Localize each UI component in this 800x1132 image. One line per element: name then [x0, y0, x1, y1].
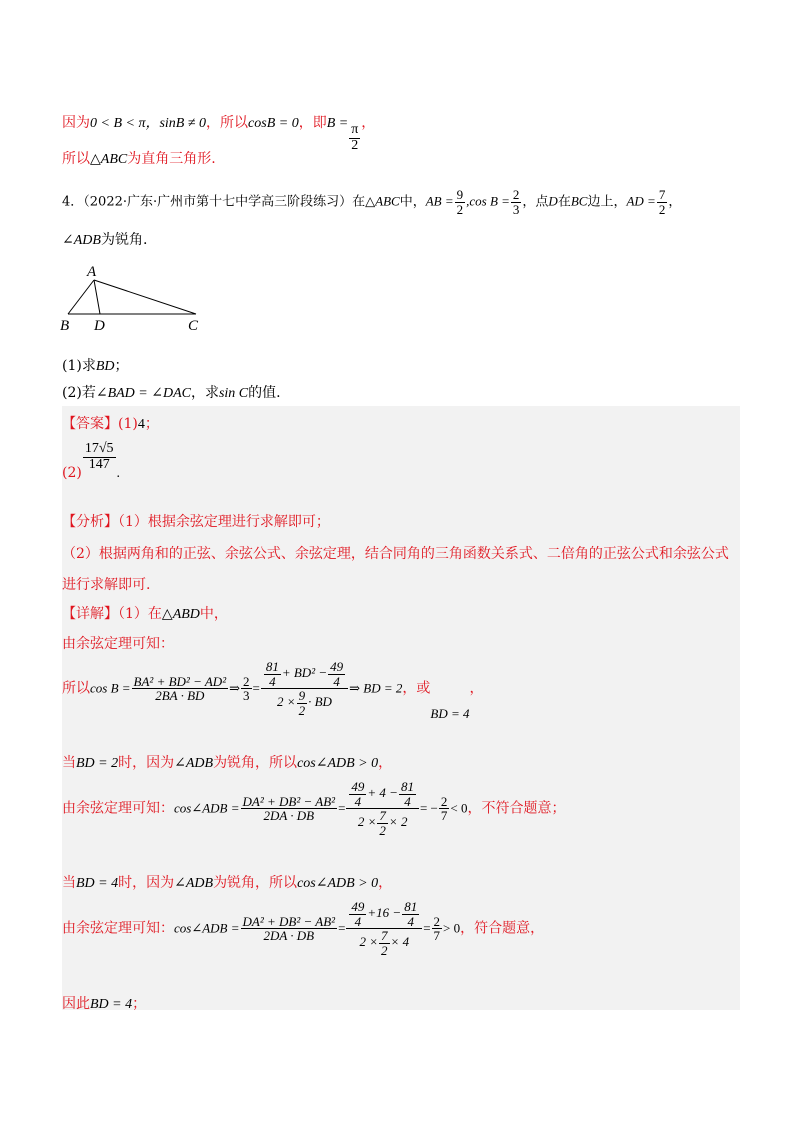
text: 在	[557, 194, 571, 210]
math: = −	[419, 800, 438, 816]
formula-3	[62, 900, 544, 958]
math: < 0	[450, 800, 468, 816]
text: ，符合题意，	[460, 920, 545, 937]
answer-tag: 【答案】	[62, 416, 118, 432]
fraction: $\frac{\text{DA² + DB² − AB²}}{2DA \cdot DB}$	[242, 913, 336, 944]
math: BD	[95, 359, 115, 374]
math: B =	[326, 116, 349, 131]
fraction: $\frac{\text{DA² + DB² − AB²}}{2DA \cdot DB}$	[242, 793, 336, 824]
math: =	[423, 920, 431, 936]
text-line-2	[62, 148, 216, 168]
text: 因此	[62, 996, 90, 1012]
text: ，	[378, 755, 393, 771]
math: AB =	[425, 193, 454, 209]
text: ，或	[402, 680, 431, 697]
text: 4．（2022·广东·广州市第十七中学高三阶段练习）在	[62, 194, 366, 210]
math: 0 < B < π，sinB ≠ 0	[90, 116, 207, 131]
math: BD = 4	[76, 876, 119, 891]
text: 为锐角，所以	[213, 755, 298, 771]
text: 当	[62, 875, 76, 891]
text: ，	[469, 680, 484, 697]
text: 因为	[62, 115, 90, 131]
text: ，	[361, 115, 376, 131]
answer-line-1	[62, 413, 159, 433]
text: 为直角三角形.	[127, 151, 216, 167]
math: =	[338, 800, 346, 816]
math: BD = 4	[90, 997, 133, 1012]
text: （1）在	[118, 606, 162, 622]
math: cos∠ADB > 0	[297, 876, 379, 891]
fraction: $\frac{7}{2}$	[658, 187, 666, 217]
math: ,cos B =	[466, 193, 510, 209]
text: 中，	[199, 606, 228, 622]
fraction: $\frac{2}{3}$	[512, 187, 520, 217]
text: 时，因为	[118, 755, 175, 771]
vertex-label-c: C	[188, 318, 199, 334]
detail-line-2	[62, 633, 174, 653]
sub-question-1	[62, 355, 129, 375]
math: BC	[570, 193, 588, 209]
text: (1)求	[62, 358, 96, 374]
analysis-tag: 【分析】	[62, 514, 118, 530]
detail-line-1	[62, 603, 228, 623]
fraction: $\frac{\text{BA² + BD² − AD²}}{2BA \cdot BD}$	[133, 673, 227, 704]
sub-question-2	[62, 382, 281, 402]
text: 为锐角.	[100, 232, 148, 248]
text: (1)	[118, 416, 138, 432]
fraction: $\frac{81}{4}$ + BD² − $\frac{49}{4}$ 2 × $\frac{9}{2}$ · BD	[261, 660, 348, 718]
question-4-line-2	[62, 229, 147, 249]
fraction: $\frac{\pi}{2}$	[351, 122, 359, 153]
text: ，求	[190, 385, 219, 401]
answer-value-1: 4	[137, 417, 145, 432]
fraction: $\frac{2}{3}$	[243, 673, 250, 704]
fraction: $\frac{17√5}{147}$	[84, 441, 114, 472]
text: (2)若	[62, 385, 96, 401]
math: =	[252, 680, 260, 696]
text: 进行求解即可.	[62, 577, 151, 593]
formula-2	[62, 780, 565, 838]
analysis-line-3	[62, 574, 150, 594]
text: ，所以	[206, 115, 249, 131]
math: ∠ADB	[174, 756, 214, 771]
final-line	[62, 993, 146, 1013]
math: ∠ADB	[62, 233, 101, 248]
math: =	[338, 920, 346, 936]
text: 中，	[399, 194, 426, 210]
text: 时，因为	[118, 875, 175, 891]
math: ⇒	[229, 680, 240, 696]
text: ，	[668, 194, 682, 210]
fraction: $\frac{49}{4}$ +16 − $\frac{81}{4}$ 2 × $\frac{7}{2}$ × 4	[346, 900, 422, 958]
case-2-line	[62, 872, 392, 892]
text: 为锐角，所以	[213, 875, 298, 891]
math: ⇒ BD = 2	[349, 680, 403, 696]
math: D	[548, 193, 558, 209]
text: （1）根据余弦定理进行求解即可；	[118, 514, 330, 530]
fraction: $\frac{49}{4}$ + 4 − $\frac{81}{4}$ 2 × $\frac{7}{2}$ × 2	[346, 780, 419, 838]
text: 边上，	[587, 194, 627, 210]
math: cos∠ADB > 0	[297, 756, 379, 771]
text: 由余弦定理可知：	[62, 800, 174, 817]
text: 当	[62, 755, 76, 771]
triangle-figure	[56, 262, 216, 338]
case-1-line	[62, 752, 392, 772]
text: .	[116, 466, 121, 482]
text: ，点	[522, 194, 549, 210]
math: BD = 2	[76, 756, 119, 771]
text: 由余弦定理可知：	[62, 636, 174, 652]
math: BD = 4	[430, 706, 470, 722]
math: > 0	[443, 920, 461, 936]
math: cos∠ADB =	[174, 920, 240, 936]
math: sin C	[218, 386, 249, 401]
math: AD =	[626, 193, 656, 209]
text: ，不符合题意；	[467, 800, 566, 817]
text: 由余弦定理可知：	[62, 920, 174, 937]
formula-1	[62, 659, 484, 722]
text: （2）根据两角和的正弦、余弦公式、余弦定理，结合同角的三角函数关系式、二倍角的正弦公式和余弦公式	[62, 546, 729, 562]
text: ，	[378, 875, 393, 891]
fraction: $\frac{2}{7}$	[440, 793, 448, 824]
math: cosB = 0	[248, 116, 299, 131]
math: △ABD	[161, 607, 200, 622]
math: △ABC	[90, 152, 128, 167]
math: △ABC	[365, 193, 400, 209]
text: 的值.	[248, 385, 281, 401]
text: ；	[144, 416, 159, 432]
analysis-line-2	[62, 543, 729, 563]
text: 所以	[62, 151, 90, 167]
text: ，即	[298, 115, 327, 131]
fraction: $\frac{9}{2}$	[456, 187, 464, 217]
answer-line-2	[62, 441, 121, 482]
vertex-label-b: B	[60, 318, 70, 334]
detail-tag: 【详解】	[62, 606, 118, 622]
math: ∠BAD = ∠DAC	[95, 386, 191, 401]
math: cos B =	[90, 680, 131, 696]
text: ；	[132, 996, 147, 1012]
fraction: $\frac{2}{7}$	[433, 913, 441, 944]
text: (2)	[62, 465, 82, 482]
text: 所以	[62, 680, 90, 697]
text: ；	[114, 358, 129, 374]
math: ∠ADB	[174, 876, 214, 891]
analysis-line-1	[62, 511, 330, 531]
math: cos∠ADB =	[174, 800, 240, 816]
question-4	[62, 188, 681, 216]
vertex-label-d: D	[94, 318, 105, 334]
vertex-label-a: A	[87, 264, 97, 280]
